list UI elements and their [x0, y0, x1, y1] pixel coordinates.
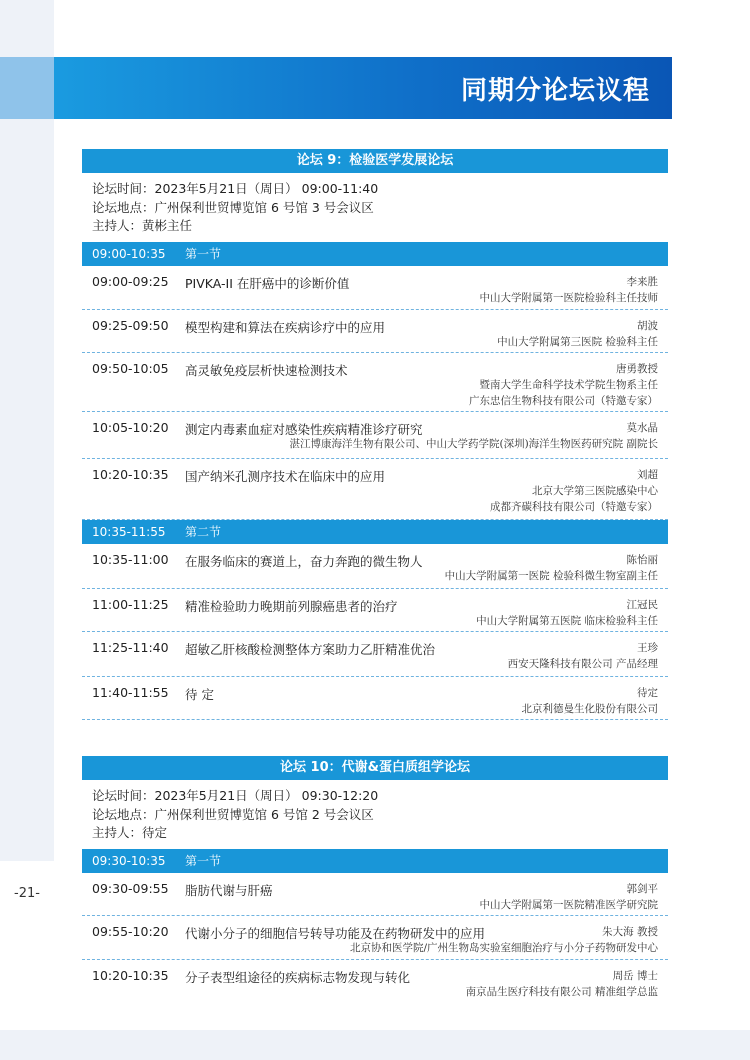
- talk-time: 09:55-10:20: [92, 923, 169, 939]
- forum-header: 论坛 9：检验医学发展论坛: [82, 149, 668, 173]
- agenda-row: [82, 459, 668, 520]
- left-decor-strip: [0, 0, 54, 57]
- agenda-row: [82, 544, 668, 589]
- talk-topic: 测定内毒素血症对感染性疾病精准诊疗研究: [185, 421, 423, 437]
- speaker-info: [522, 685, 659, 717]
- speaker-name: 郭剑平: [626, 882, 658, 895]
- speaker-affiliation: 中山大学附属第一医院检验科主任技师: [479, 291, 658, 304]
- forum-location: 论坛地点：广州保利世贸博览馆 6 号馆 3 号会议区: [92, 199, 374, 215]
- speaker-affiliation: 广东忠信生物科技有限公司（特邀专家）: [469, 394, 658, 407]
- speaker-name: 江冠民: [626, 598, 658, 611]
- speaker-name: 莫水晶: [626, 421, 658, 434]
- talk-topic: 国产纳米孔测序技术在临床中的应用: [185, 468, 386, 484]
- speaker-name: 王珍: [637, 641, 658, 654]
- talk-time: 11:40-11:55: [92, 684, 169, 700]
- speaker-info: [445, 552, 658, 584]
- agenda-row: [82, 632, 668, 677]
- talk-time: 10:35-11:00: [92, 551, 169, 567]
- forum-location: 论坛地点：广州保利世贸博览馆 6 号馆 2 号会议区: [92, 806, 374, 822]
- speaker-affiliation: 北京利德曼生化股份有限公司: [521, 702, 658, 715]
- forum-time: 论坛时间：2023年5月21日（周日） 09:00-11:40: [92, 181, 379, 196]
- forum-time: 论坛时间：2023年5月21日（周日） 09:30-12:20: [92, 788, 379, 803]
- speaker-affiliation: 中山大学附属第一医院 检验科微生物室副主任: [444, 569, 658, 582]
- section-name: 第一节: [185, 246, 222, 261]
- speaker-affiliation: 西安天隆科技有限公司 产品经理: [507, 657, 658, 670]
- forum-host: 主持人：黄彬主任: [92, 218, 193, 233]
- speaker-info: [469, 361, 658, 409]
- talk-topic: PIVKA-II 在肝癌中的诊断价值: [185, 275, 350, 291]
- talk-time: 10:20-10:35: [92, 967, 169, 983]
- agenda-row: [82, 960, 668, 1000]
- agenda-row: [82, 353, 668, 412]
- talk-time: 10:20-10:35: [92, 466, 169, 482]
- talk-time: 11:00-11:25: [92, 596, 169, 612]
- page-number: -21-: [14, 886, 40, 901]
- forum-info: [82, 780, 668, 849]
- talk-topic: 在服务临床的赛道上，奋力奔跑的微生物人: [185, 553, 423, 569]
- section-header: [82, 242, 668, 266]
- agenda-row: [82, 677, 668, 720]
- agenda-row: [82, 873, 668, 916]
- speaker-info: [490, 467, 658, 515]
- talk-time: 09:30-09:55: [92, 880, 169, 896]
- left-accent-block: [0, 57, 54, 119]
- agenda-row: [82, 310, 668, 353]
- talk-topic: 超敏乙肝核酸检测整体方案助力乙肝精准优治: [185, 641, 436, 657]
- forum-header: 论坛 10：代谢&蛋白质组学论坛: [82, 756, 668, 780]
- speaker-info: [476, 597, 658, 629]
- speaker-info: [289, 420, 658, 452]
- forum-info: [82, 173, 668, 242]
- talk-time: 10:05-10:20: [92, 419, 169, 435]
- speaker-affiliation: 南京品生医疗科技有限公司 精准组学总监: [465, 985, 658, 998]
- title-banner: [54, 57, 672, 119]
- talk-topic: 待 定: [185, 686, 214, 702]
- page-title: 同期分论坛议程: [460, 76, 650, 106]
- talk-time: 11:25-11:40: [92, 639, 169, 655]
- left-decor-strip-lower: [0, 119, 54, 861]
- talk-topic: 精准检验助力晚期前列腺癌患者的治疗: [185, 598, 398, 614]
- speaker-name: 待定: [637, 686, 658, 699]
- speaker-name: 李来胜: [626, 275, 658, 288]
- agenda-row: [82, 916, 668, 960]
- talk-topic: 脂肪代谢与肝癌: [185, 882, 273, 898]
- talk-topic: 代谢小分子的细胞信号转导功能及在药物研发中的应用: [185, 925, 486, 941]
- speaker-name: 刘超: [637, 468, 658, 481]
- speaker-affiliation: 北京大学第三医院感染中心: [532, 484, 658, 497]
- talk-topic: 分子表型组途径的疾病标志物发现与转化: [185, 969, 411, 985]
- talk-time: 09:25-09:50: [92, 317, 169, 333]
- speaker-affiliation: 中山大学附属第五医院 临床检验科主任: [476, 614, 658, 627]
- speaker-name: 周岳 博士: [612, 969, 658, 982]
- speaker-affiliation: 成都齐碳科技有限公司（特邀专家）: [490, 500, 658, 513]
- forum-9: [82, 149, 668, 720]
- speaker-info: [466, 968, 658, 1000]
- speaker-affiliation: 中山大学附属第一医院精准医学研究院: [479, 898, 658, 911]
- speaker-name: 朱大海 教授: [602, 925, 658, 938]
- speaker-info: [350, 924, 658, 956]
- speaker-affiliation: 北京协和医学院/广州生物岛实验室细胞治疗与小分子药物研发中心: [349, 941, 658, 954]
- talk-topic: 模型构建和算法在疾病诊疗中的应用: [185, 319, 386, 335]
- speaker-name: 陈怡丽: [626, 553, 658, 566]
- section-header: [82, 520, 668, 544]
- talk-time: 09:00-09:25: [92, 273, 169, 289]
- agenda-row: [82, 589, 668, 632]
- section-time: 09:00-10:35: [92, 246, 166, 261]
- section-time: 10:35-11:55: [92, 524, 166, 539]
- bottom-decor-band: [0, 1030, 750, 1060]
- talk-topic: 高灵敏免疫层析快速检测技术: [185, 362, 348, 378]
- section-name: 第一节: [185, 853, 222, 868]
- speaker-affiliation: 湛江博康海洋生物有限公司、中山大学药学院(深圳)海洋生物医药研究院 副院长: [289, 437, 658, 450]
- speaker-info: [480, 274, 659, 306]
- section-header: [82, 849, 668, 873]
- speaker-name: 唐勇教授: [616, 362, 658, 375]
- agenda-row: [82, 266, 668, 310]
- talk-time: 09:50-10:05: [92, 360, 169, 376]
- agenda-row: [82, 412, 668, 459]
- forum-10: [82, 756, 668, 1000]
- speaker-affiliation: 暨南大学生命科学技术学院生物系主任: [479, 378, 658, 391]
- section-name: 第二节: [185, 524, 222, 539]
- speaker-info: [508, 640, 658, 672]
- section-time: 09:30-10:35: [92, 853, 166, 868]
- speaker-name: 胡波: [637, 319, 658, 332]
- speaker-info: [497, 318, 658, 350]
- speaker-info: [480, 881, 659, 913]
- speaker-affiliation: 中山大学附属第三医院 检验科主任: [497, 335, 658, 348]
- forum-host: 主持人：待定: [92, 825, 168, 840]
